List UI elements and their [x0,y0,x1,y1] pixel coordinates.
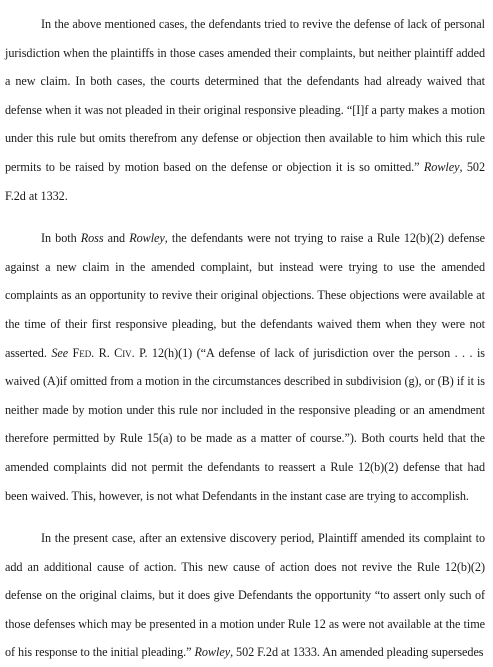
text-segment: , 502 F.2d at 1332. [5,159,485,203]
text-segment: In both [41,231,81,246]
text-segment: , 502 F.2d at 1333. An amended pleading supersedes [230,645,484,660]
signal-word: See [51,345,69,360]
case-name: Rowley [194,645,231,660]
text-segment: In the present case, after an extensive discovery period, Plaintiff amended its complaint to add an additional cause of action. This new cause of action does not revive the Rule 12(b)(2) defense on the original claims, but it does give Defendants the opportunity “to assert only such of those defenses which may be presented in a motion under Rule 12 as were not available at the time of his response to the initial pleading.” [5,531,485,660]
text-segment: and [103,231,130,246]
case-name: Rowley [423,159,460,174]
paragraph-2 [5,224,485,510]
paragraph-1 [5,10,485,210]
text-segment: In the above mentioned cases, the defendants tried to revive the defense of lack of personal jurisdiction when the plaintiffs in those cases amended their complaints, but neither plaintiff added a new claim. In both cases, the courts determined that the defendants had already waived that defense when it was not pleaded in their original responsive pleading. “[I]f a party makes a motion under this rule but omits therefrom any defense or objection then available to him which this rule permits to be raised by motion based on the defense or objection it is so omitted.” [5,17,485,174]
paragraph-3 [5,524,485,667]
case-name: Rowley [129,231,165,246]
case-name: Ross [80,231,104,246]
text-segment: 12(h)(1) (“A defense of lack of jurisdiction over the person . . . is waived (A)if omitted from a motion in the circumstances described in subdivision (g), or (B) if it is neither made by motion under this rule nor included in the responsive pleading or an amendment therefore permitted by Rule 15(a) to be made as a matter of course.”). Both courts held that the amended complaints did not permit the defendants to reassert a Rule 12(b)(2) defense that had been waived. This, however, is not what Defendants in the instant case are trying to accomplish. [5,345,485,503]
rule-citation: Fed. R. Civ. P. [68,345,148,360]
text-segment: , the defendants were not trying to raise a Rule 12(b)(2) defense against a new claim in the amended complaint, but instead were trying to use the amended complaints as an opportunity to revive their original objections. These objections were available at the time of their first responsive pleading, but the defendants waived them when they were not asserted. [5,231,485,360]
